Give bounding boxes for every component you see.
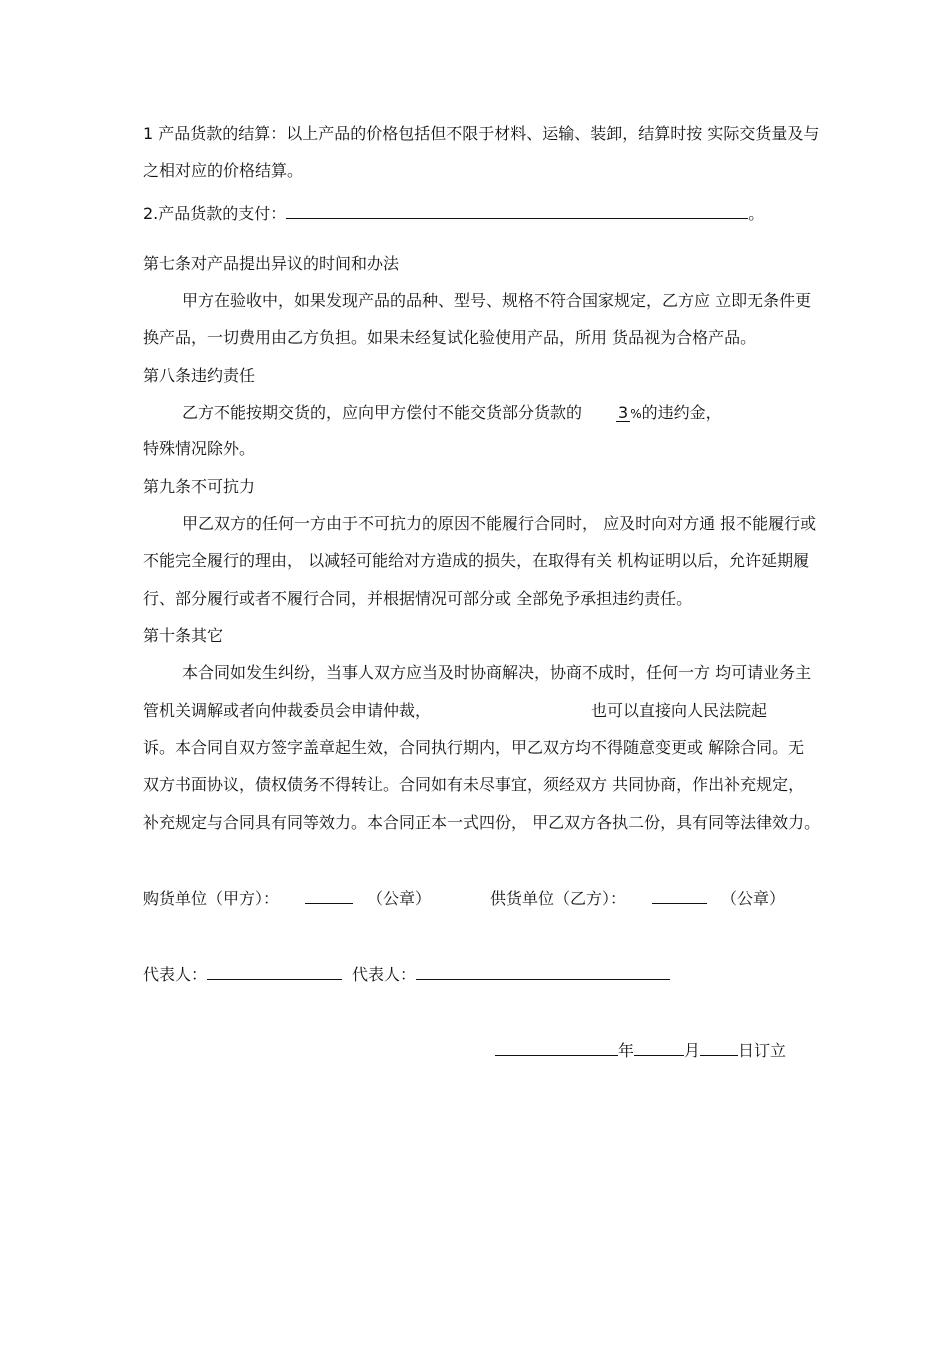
representatives [143,964,670,985]
article10-line-1: 本合同如发生纠纷，当事人双方应当及时协商解决，协商不成时，任何一方 均可请业务主 [182,663,812,682]
payment-line [143,203,764,224]
rep1-label: 代表人： [143,965,208,984]
year-label: 年 [618,1041,635,1060]
seller-signature [490,888,785,909]
month-blank[interactable] [634,1040,684,1056]
buyer-seal: （公章） [367,889,432,908]
payment-label: 2.产品货款的支付： [143,204,287,223]
article10-line-3: 诉。本合同自双方签字盖章起生效，合同执行期内，甲乙双方均不得随意变更或 解除合同。无 [143,738,805,757]
article9-title: 第九条不可抗力 [143,477,256,496]
month-label: 月 [684,1041,701,1060]
penalty-rate: 3 [618,403,629,422]
payment-end: 。 [748,204,765,223]
seller-blank[interactable] [652,888,707,904]
article9-line-2: 不能完全履行的理由， 以减轻可能给对方造成的损失，在取得有关 机构证明以后，允许延期履 [143,551,810,570]
article10-line-4: 双方书面协议，债权债务不得转让。合同如有未尽事宜，须经双方 共同协商，作出补充规定， [143,775,805,794]
rep2-label: 代表人： [352,965,417,984]
article8-line-2: 特殊情况除外。 [143,439,256,458]
article10-line-2a: 管机关调解或者向仲裁委员会申请仲裁， [143,701,432,720]
year-blank[interactable] [495,1040,618,1056]
rep2-blank[interactable] [416,964,670,980]
article10-line-2b: 也可以直接向人民法院起 [591,701,768,720]
settlement-line-1: 1 产品货款的结算：以上产品的价格包括但不限于材料、运输、装卸，结算时按 实际交货量及与 [143,124,820,143]
buyer-blank[interactable] [305,888,353,904]
day-blank[interactable] [700,1040,738,1056]
article9-line-3: 行、部分履行或者不履行合同，并根据情况可部分或 全部免予承担违约责任。 [143,589,693,608]
article9-line-1: 甲乙双方的任何一方由于不可抗力的原因不能履行合同时， 应及时向对方通 报不能履行或 [182,514,817,533]
article8-title: 第八条违约责任 [143,366,256,385]
article10-line-5: 补充规定与合同具有同等效力。本合同正本一式四份， 甲乙双方各执二份，具有同等法律效力。 [143,813,821,832]
settlement-line-2: 之相对应的价格结算。 [143,161,304,180]
buyer-label: 购货单位（甲方）： [143,889,280,908]
percent-sign: % [630,407,642,421]
day-label: 日订立 [738,1041,787,1060]
article7-line-1: 甲方在验收中，如果发现产品的品种、型号、规格不符合国家规定，乙方应 立即无条件更 [182,291,812,310]
buyer-signature [143,888,431,909]
article8-text-a: 乙方不能按期交货的，应向甲方偿付不能交货部分货款的 [182,403,583,422]
article7-title: 第七条对产品提出异议的时间和办法 [143,254,400,273]
article10-title: 第十条其它 [143,626,224,645]
article8-line-1 [182,403,722,424]
rep1-blank[interactable] [207,964,342,980]
seller-seal: （公章） [721,889,786,908]
date-line [495,1040,786,1061]
article8-text-b: 的违约金， [641,403,722,422]
article7-line-2: 换产品，一切费用由乙方负担。如果未经复试化验使用产品，所用 货品视为合格产品。 [143,328,757,347]
seller-label: 供货单位（乙方）： [490,889,627,908]
payment-blank[interactable] [286,203,748,219]
